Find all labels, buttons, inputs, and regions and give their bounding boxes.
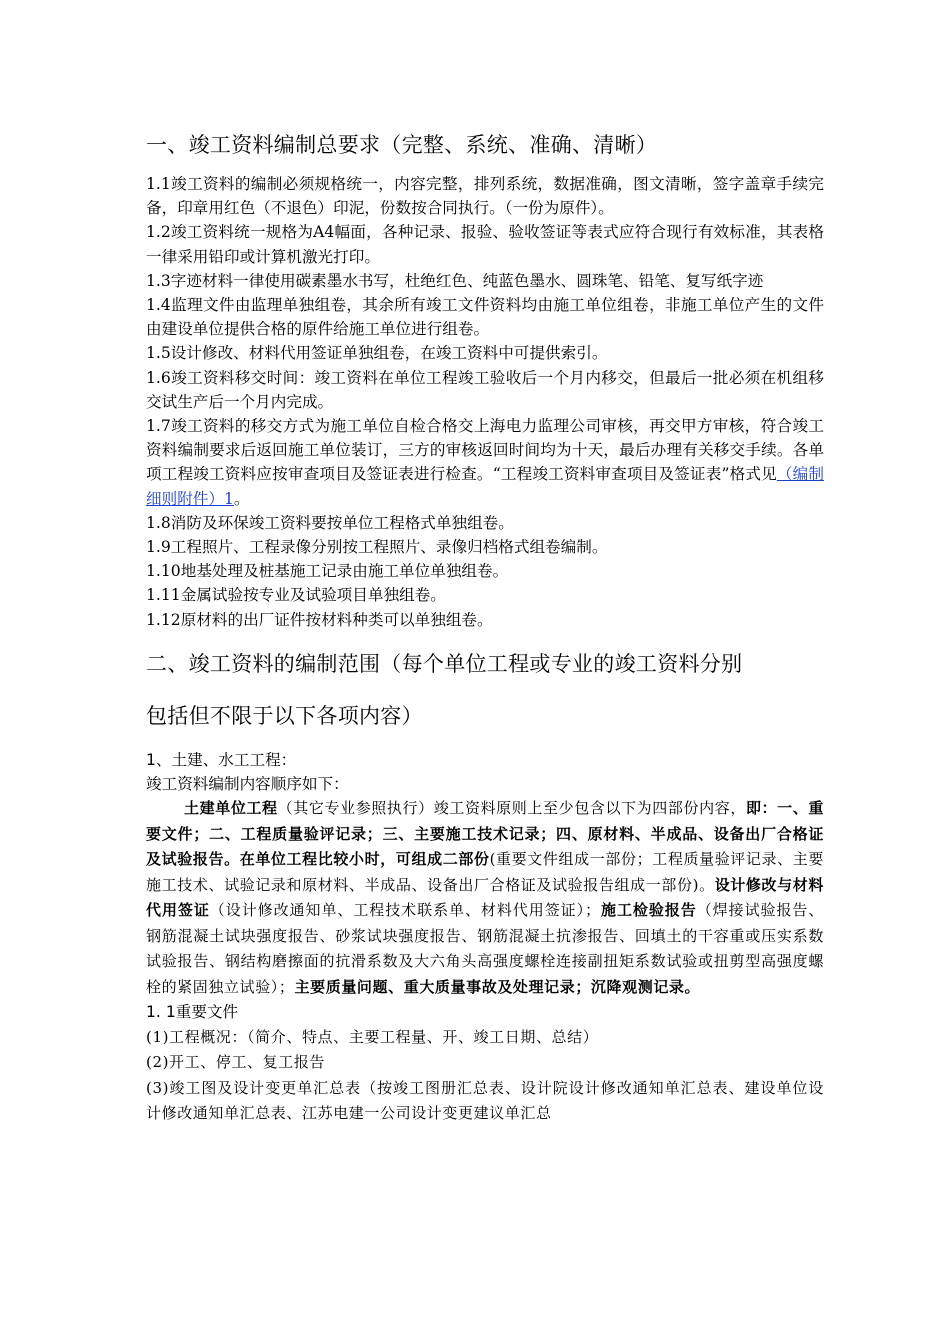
item-1-10: 1.10地基处理及桩基施工记录由施工单位单独组卷。 (146, 562, 509, 581)
order-label: 竣工资料编制内容顺序如下： (146, 775, 349, 794)
para-bold-5: 主要质量问题、重大质量事故及处理记录；沉降观测记录。 (294, 977, 701, 996)
item-1-1: 1.1竣工资料的编制必须规格统一，内容完整，排列系统，数据准确，图文清晰，签字盖章手续完备，印章用红色（不退色）印泥，份数按合同执行。（一份为原件）。 (146, 175, 824, 218)
item-1-2: 1.2竣工资料统一规格为A4幅面，各种记录、报验、验收签证等表式应符合现行有效标准，其表格一律采用铅印或计算机激光打印。 (146, 223, 824, 266)
item-1-8: 1.8消防及环保竣工资料要按单位工程格式单独组卷。 (146, 513, 514, 532)
para-bold-4: 施工检验报告 (600, 901, 697, 920)
para-text-2: (重要文件组成一部份；工程质量验评记录、主要施工技术、试验记录和原材料、半成品、设备出厂合格证及试验报告组成一部份)。 (146, 850, 824, 894)
subsection-civil-works: 1、土建、水工工程： (146, 750, 297, 769)
item-1-12: 1.12原材料的出厂证件按材料种类可以单独组卷。 (146, 610, 493, 629)
content-paragraph (146, 796, 824, 1000)
item-1-7 (146, 414, 824, 511)
list-item-3: (3)竣工图及设计变更单汇总表（按竣工图册汇总表、设计院设计修改通知单汇总表、建设单位设计修改通知单汇总表、江苏电建一公司设计变更建议单汇总 (146, 1078, 824, 1123)
list-item-1: (1)工程概况：（简介、特点、主要工程量、开、竣工日期、总结） (146, 1027, 599, 1046)
item-1-11: 1.11金属试验按专业及试验项目单独组卷。 (146, 586, 446, 605)
item-1-9: 1.9工程照片、工程录像分别按工程照片、录像归档格式组卷编制。 (146, 538, 608, 557)
item-1-6: 1.6竣工资料移交时间：竣工资料在单位工程竣工验收后一个月内移交，但最后一批必须在机组移交试生产后一个月内完成。 (146, 368, 824, 411)
para-text-4: （焊接试验报告、钢筋混凝土试块强度报告、砂浆试块强度报告、钢筋混凝土抗渗报告、回填土的干容重或压实系数试验报告、钢结构磨擦面的抗滑系数及大六角头高强度螺栓连接副扭矩系数试验或扭剪型高强度螺栓的紧固独立试验）； (146, 901, 824, 996)
section2-heading-line2: 包括但不限于以下各项内容） (146, 703, 423, 728)
item-1-4: 1.4监理文件由监理单独组卷，其余所有竣工文件资料均由施工单位组卷，非施工单位产生的文件由建设单位提供合格的原件给施工单位进行组卷。 (146, 296, 824, 339)
para-bold-3: 设计修改与材料代用签证 (146, 875, 824, 920)
item-1-7-end: 。 (233, 489, 250, 508)
para-bold-2: 即：一、重要文件；二、工程质量验评记录；三、主要施工技术记录；四、原材料、半成品、设备出厂合格证及试验报告。在单位工程比较小时，可组成二部份 (146, 799, 824, 869)
section2-heading-line1: 二、竣工资料的编制范围（每个单位工程或专业的竣工资料分别 (146, 651, 743, 676)
para-bold-1: 土建单位工程 (184, 799, 278, 818)
subsection-important-docs: 1. 1重要文件 (146, 1003, 239, 1022)
para-text-1: （其它专业参照执行）竣工资料原则上至少包含以下为四部份内容， (277, 799, 746, 818)
document-page (146, 130, 824, 1127)
item-1-5: 1.5设计修改、材料代用签证单独组卷，在竣工资料中可提供索引。 (146, 344, 608, 363)
list-item-2: (2)开工、停工、复工报告 (146, 1053, 326, 1072)
section2-heading (146, 638, 824, 742)
item-1-7-text: 1.7竣工资料的移交方式为施工单位自检合格交上海电力监理公司审核，再交甲方审核，符合竣工资料编制要求后返回施工单位装订，三方的审核返回时间均为十天，最后办理有关移交手续。各单项工程竣工资料应按审查项目及签证表进行检查。“工程竣工资料审查项目及签证表”格式见 (146, 417, 824, 484)
para-text-3: （设计修改通知单、工程技术联系单、材料代用签证）； (209, 901, 601, 920)
item-1-3: 1.3字迹材料一律使用碳素墨水书写，杜绝红色、纯蓝色墨水、圆珠笔、铅笔、复写纸字迹 (146, 271, 764, 290)
appendix-link[interactable]: （编制细则附件）1 (146, 465, 824, 508)
section1-heading: 一、竣工资料编制总要求（完整、系统、准确、清晰） (146, 133, 658, 157)
